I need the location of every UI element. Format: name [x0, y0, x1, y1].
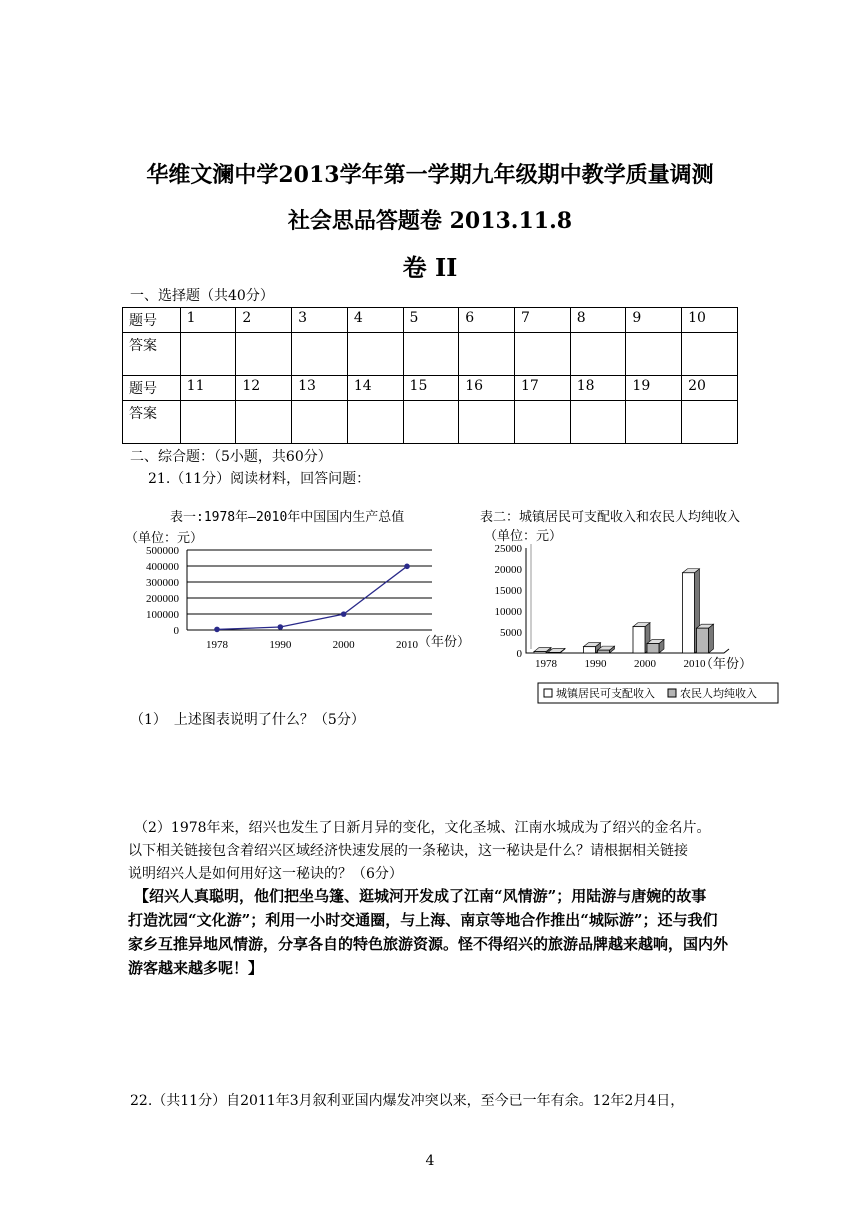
question-number: 15: [403, 376, 459, 401]
chart1-title: 表一:1978年—2010年中国国内生产总值: [170, 510, 405, 525]
related-link-line: 家乡互推异地风情游，分享各自的特色旅游资源。怪不得绍兴的旅游品牌越来越响，国内外: [128, 935, 729, 953]
bar: [683, 573, 695, 653]
y-tick-label: 0: [516, 648, 522, 660]
question-number: 13: [292, 376, 348, 401]
question-number: 20: [682, 376, 738, 401]
y-tick-label: 0: [173, 625, 179, 637]
question-number: 1: [180, 308, 236, 333]
row-label-number: 题号: [123, 308, 181, 333]
answer-cell[interactable]: [514, 401, 570, 444]
section1-heading: 一、选择题（共40分）: [130, 288, 274, 304]
question-number: 14: [347, 376, 403, 401]
question-number: 19: [626, 376, 682, 401]
y-tick-label: 25000: [494, 543, 522, 555]
question-number: 5: [403, 308, 459, 333]
page-number: 4: [425, 1153, 435, 1169]
answer-cell[interactable]: [292, 333, 348, 376]
data-point: [404, 564, 410, 570]
data-point: [214, 627, 220, 633]
answer-cell[interactable]: [682, 401, 738, 444]
income-bar-chart: [484, 540, 784, 710]
table-row: [123, 308, 738, 333]
x-tick-label: 2010: [683, 658, 706, 670]
answer-cell[interactable]: [459, 401, 515, 444]
answer-cell[interactable]: [570, 333, 626, 376]
bar: [647, 644, 659, 653]
exam-title: 华维文澜中学2013学年第一学期九年级期中教学质量调测: [146, 162, 714, 188]
answer-cell[interactable]: [236, 333, 292, 376]
answer-cell[interactable]: [626, 333, 682, 376]
question-number: 4: [347, 308, 403, 333]
x-tick-label: 1990: [584, 658, 607, 670]
bar: [584, 647, 596, 653]
question-number: 10: [682, 308, 738, 333]
answer-cell[interactable]: [514, 333, 570, 376]
row-label-answer: 答案: [123, 401, 181, 444]
exam-subtitle: 社会思品答题卷 2013.11.8: [287, 208, 573, 234]
question-number: 18: [570, 376, 626, 401]
table-row: [123, 376, 738, 401]
question-21-part1: （1） 上述图表说明了什么？（5分）: [130, 712, 365, 728]
y-tick-label: 15000: [494, 585, 522, 597]
question-21-part2-line: 说明绍兴人是如何用好这一秘诀的？（6分）: [128, 866, 403, 882]
y-tick-label: 20000: [494, 564, 522, 576]
bar: [697, 628, 709, 653]
legend-swatch: [668, 689, 676, 697]
question-number: 17: [514, 376, 570, 401]
question-22-line: 22.（共11分）自2011年3月叙利亚国内爆发冲突以来，至今已一年有余。12年2月4日，: [130, 1093, 685, 1109]
legend-label: 城镇居民可支配收入: [556, 688, 655, 700]
data-point: [341, 611, 347, 617]
question-number: 16: [459, 376, 515, 401]
question-number: 7: [514, 308, 570, 333]
bar: [534, 652, 546, 653]
bar: [633, 627, 645, 653]
question-number: 6: [459, 308, 515, 333]
table-row: [123, 333, 738, 376]
answer-cell[interactable]: [570, 401, 626, 444]
question-21-intro: 21.（11分）阅读材料，回答问题：: [148, 471, 371, 487]
answer-cell[interactable]: [626, 401, 682, 444]
y-tick-label: 5000: [500, 627, 522, 639]
answer-cell[interactable]: [347, 401, 403, 444]
gdp-line-chart: [122, 542, 477, 662]
row-label-answer: 答案: [123, 333, 181, 376]
chart1-unit-label: （单位：元）: [125, 531, 204, 546]
x-axis-label: （年份）: [418, 634, 471, 649]
answer-cell[interactable]: [292, 401, 348, 444]
answer-cell[interactable]: [403, 333, 459, 376]
x-tick-label: 1978: [206, 639, 228, 651]
section2-heading: 二、综合题：（5小题，共60分）: [130, 449, 332, 465]
question-number: 3: [292, 308, 348, 333]
x-tick-label: 1978: [535, 658, 557, 670]
y-tick-label: 100000: [146, 609, 179, 621]
answer-cell[interactable]: [236, 401, 292, 444]
bar-side: [709, 624, 714, 653]
answer-cell[interactable]: [682, 333, 738, 376]
question-number: 11: [180, 376, 236, 401]
legend-label: 农民人均纯收入: [680, 688, 757, 700]
y-tick-label: 400000: [146, 561, 179, 573]
x-axis-label: （年份）: [700, 656, 753, 671]
x-tick-label: 2000: [332, 639, 355, 651]
answer-cell[interactable]: [459, 333, 515, 376]
x-tick-label: 2000: [634, 658, 656, 670]
data-point: [278, 624, 284, 630]
chart2-title: 表二：城镇居民可支配收入和农民人均纯收入: [480, 510, 741, 525]
question-21-part2-line: 以下相关链接包含着绍兴区域经济快速发展的一条秘诀，这一秘诀是什么？请根据相关链接: [128, 843, 688, 859]
related-link-line: 打造沈园“文化游”；利用一小时交通圈，与上海、南京等地合作推出“城际游”；还与我们: [128, 911, 718, 929]
chart2-unit-label: （单位：元）: [484, 529, 563, 544]
answer-cell[interactable]: [403, 401, 459, 444]
question-number: 12: [236, 376, 292, 401]
x-tick-label: 2010: [396, 639, 418, 651]
question-number: 9: [626, 308, 682, 333]
related-link-line: 游客越来越多呢！】: [128, 959, 264, 977]
bar: [548, 652, 560, 653]
question-number: 8: [570, 308, 626, 333]
related-link-line: 【绍兴人真聪明，他们把坐乌篷、逛城河开发成了江南“风情游”；用陆游与唐婉的故事: [134, 887, 707, 905]
legend-swatch: [544, 689, 552, 697]
answer-cell[interactable]: [180, 401, 236, 444]
table-row: [123, 401, 738, 444]
x-tick-label: 1990: [269, 639, 292, 651]
y-tick-label: 300000: [146, 577, 179, 589]
row-label-number: 题号: [123, 376, 181, 401]
y-tick-label: 200000: [146, 593, 179, 605]
bar: [598, 650, 610, 653]
answer-cell[interactable]: [347, 333, 403, 376]
question-21-part2-line: （2）1978年来，绍兴也发生了日新月异的变化，文化圣城、江南水城成为了绍兴的金名片。: [134, 820, 711, 836]
y-tick-label: 500000: [146, 545, 179, 557]
paper-part-title: 卷 II: [402, 253, 458, 282]
answer-table: [122, 307, 738, 444]
y-tick-label: 10000: [494, 606, 522, 618]
question-number: 2: [236, 308, 292, 333]
answer-cell[interactable]: [180, 333, 236, 376]
